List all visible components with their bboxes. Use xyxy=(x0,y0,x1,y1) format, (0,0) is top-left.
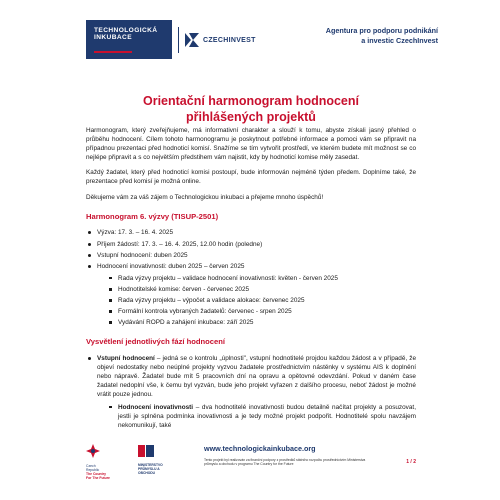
page-header xyxy=(86,20,438,60)
phase-title: Hodnocení inovativnosti xyxy=(118,403,194,411)
cz-logo-line1: Czech xyxy=(86,464,96,468)
logo-text-line2: INKUBACE xyxy=(94,34,133,42)
list-item: Vstupní hodnocení: duben 2025 xyxy=(86,251,416,260)
explanation-heading: Vysvětlení jednotlivých fází hodnocení xyxy=(86,337,225,347)
schedule-list xyxy=(86,228,416,327)
schedule-sublist xyxy=(107,274,416,327)
mpo-line2: PRŮMYSLU A OBCHODU xyxy=(138,466,160,475)
page-number: 1 / 2 xyxy=(406,459,416,465)
czech-republic-logo xyxy=(86,444,130,480)
mpo-logo xyxy=(138,444,176,476)
cz-logo-line3: The Country xyxy=(86,471,106,476)
phase-title: Vstupní hodnocení xyxy=(97,355,155,363)
ministry-emblem-icon xyxy=(138,445,154,457)
list-item: Příjem žádostí: 17. 3. – 16. 4. 2025, 12.00 hodin (poledne) xyxy=(86,240,416,249)
title-line1: Orientační harmonogram hodnocení xyxy=(143,94,359,108)
logo-divider xyxy=(178,27,179,53)
sublist-item xyxy=(107,403,416,430)
phase-description: – jedná se o kontrolu „úplnosti", vstupní hodnotitelé projdou každou žádost a v případě, že objeví nedostatky nebo neúplné projekty vyzvou žadatele prostřednictvím nástěnky v systému AIS k doplnění nebo nápravě. Žadatel bude mít 5 pracovních dní na opravu a opětovné odevzdání. Pokud v daném čase žadatel nedoplní vše, k čemu byl vyzván, bude jeho projekt vyřazen z dalšího procesu, neboť žádost je možné vrátit pouze jednou. xyxy=(97,355,417,399)
document-body xyxy=(86,126,416,433)
list-item: Výzva: 17. 3. – 16. 4. 2025 xyxy=(86,228,416,237)
sublist-item: Rada výzvy projektu – validace hodnocení inovativnosti: květen - červen 2025 xyxy=(107,274,416,283)
phase-description: – dva hodnotitelé inovativnosti budou detailně načítat projekty a posuzovat, jestli je splněna podmínka inovativnosti a je tedy možné projekt podpořit. Hodnotitelé spolu navzájem nekomunikují, také xyxy=(118,403,416,429)
sublist-item: Hodnotitelské komise: červen - červenec 2025 xyxy=(107,285,416,294)
logo-accent-bar xyxy=(94,51,132,53)
explanation-list xyxy=(86,354,416,430)
list-item-text: Hodnocení inovativnosti: duben 2025 – červen 2025 xyxy=(97,262,245,270)
czech-republic-mark-icon xyxy=(86,444,100,458)
agency-name xyxy=(288,26,438,45)
czechinvest-wordmark: CZECHINVEST xyxy=(203,36,256,44)
technologicka-inkubace-logo xyxy=(86,20,172,59)
intro-paragraph-1: Harmonogram, který zveřejňujeme, má informativní charakter a slouží k tomu, abyste získali jasný přehled o průběhu hodnocení. Cílem tohoto harmonogramu je poskytnout potřebné informace a pomoci vám se připravit na případnou prezentaci před hodnoticí komisí. Snažíme se tím vytvořit prostředí, ve kterém budete mít možnost se co nejlépe připravit a s co největším předstihem vám najistit, kdy by hodnoticí komise měly zasedat. xyxy=(86,127,416,162)
sublist-item: Formální kontrola vybraných žadatelů: červenec - srpen 2025 xyxy=(107,307,416,316)
funding-note: Tento projekt byl realizován za finanční podpory z prostředků státního rozpočtu prostřednictvím Ministerstva průmyslu a obchodu v programu The Country for the Future xyxy=(204,458,366,467)
agency-line1: Agentura pro podporu podnikání xyxy=(325,26,438,35)
agency-line2: a investic CzechInvest xyxy=(361,35,438,45)
sublist-item: Vydávání ROPD a zahájení inkubace: září 2025 xyxy=(107,318,416,327)
cz-logo-line2: Republic xyxy=(86,467,100,472)
list-item xyxy=(86,262,416,328)
document-title xyxy=(86,93,416,126)
page-footer xyxy=(86,442,416,482)
cz-logo-line4: For The Future xyxy=(86,475,110,480)
czechinvest-mark-icon xyxy=(185,33,199,47)
explanation-sublist xyxy=(107,403,416,430)
title-line2: přihlášených projektů xyxy=(186,110,316,125)
czechinvest-logo xyxy=(178,26,256,54)
intro-paragraph-3: Děkujeme vám za váš zájem o Technologickou inkubaci a přejeme mnoho úspěchů! xyxy=(86,193,324,201)
intro-paragraph-2: Každý žadatel, který před hodnoticí komisi postoupí, bude informován nejméně týden předem. Doplníme také, že prezentace před komisí je možná online. xyxy=(86,169,416,186)
schedule-heading: Harmonogram 6. výzvy (TISUP-2501) xyxy=(86,211,219,221)
logo-text-line1: TECHNOLOGICKÁ xyxy=(94,27,158,34)
mpo-line1: MINISTERSTVO xyxy=(138,463,163,467)
website-link[interactable]: www.technologickainkubace.org xyxy=(204,444,316,453)
list-item xyxy=(86,354,416,430)
sublist-item: Rada výzvy projektu – výpočet a validace alokace: červenec 2025 xyxy=(107,296,416,305)
